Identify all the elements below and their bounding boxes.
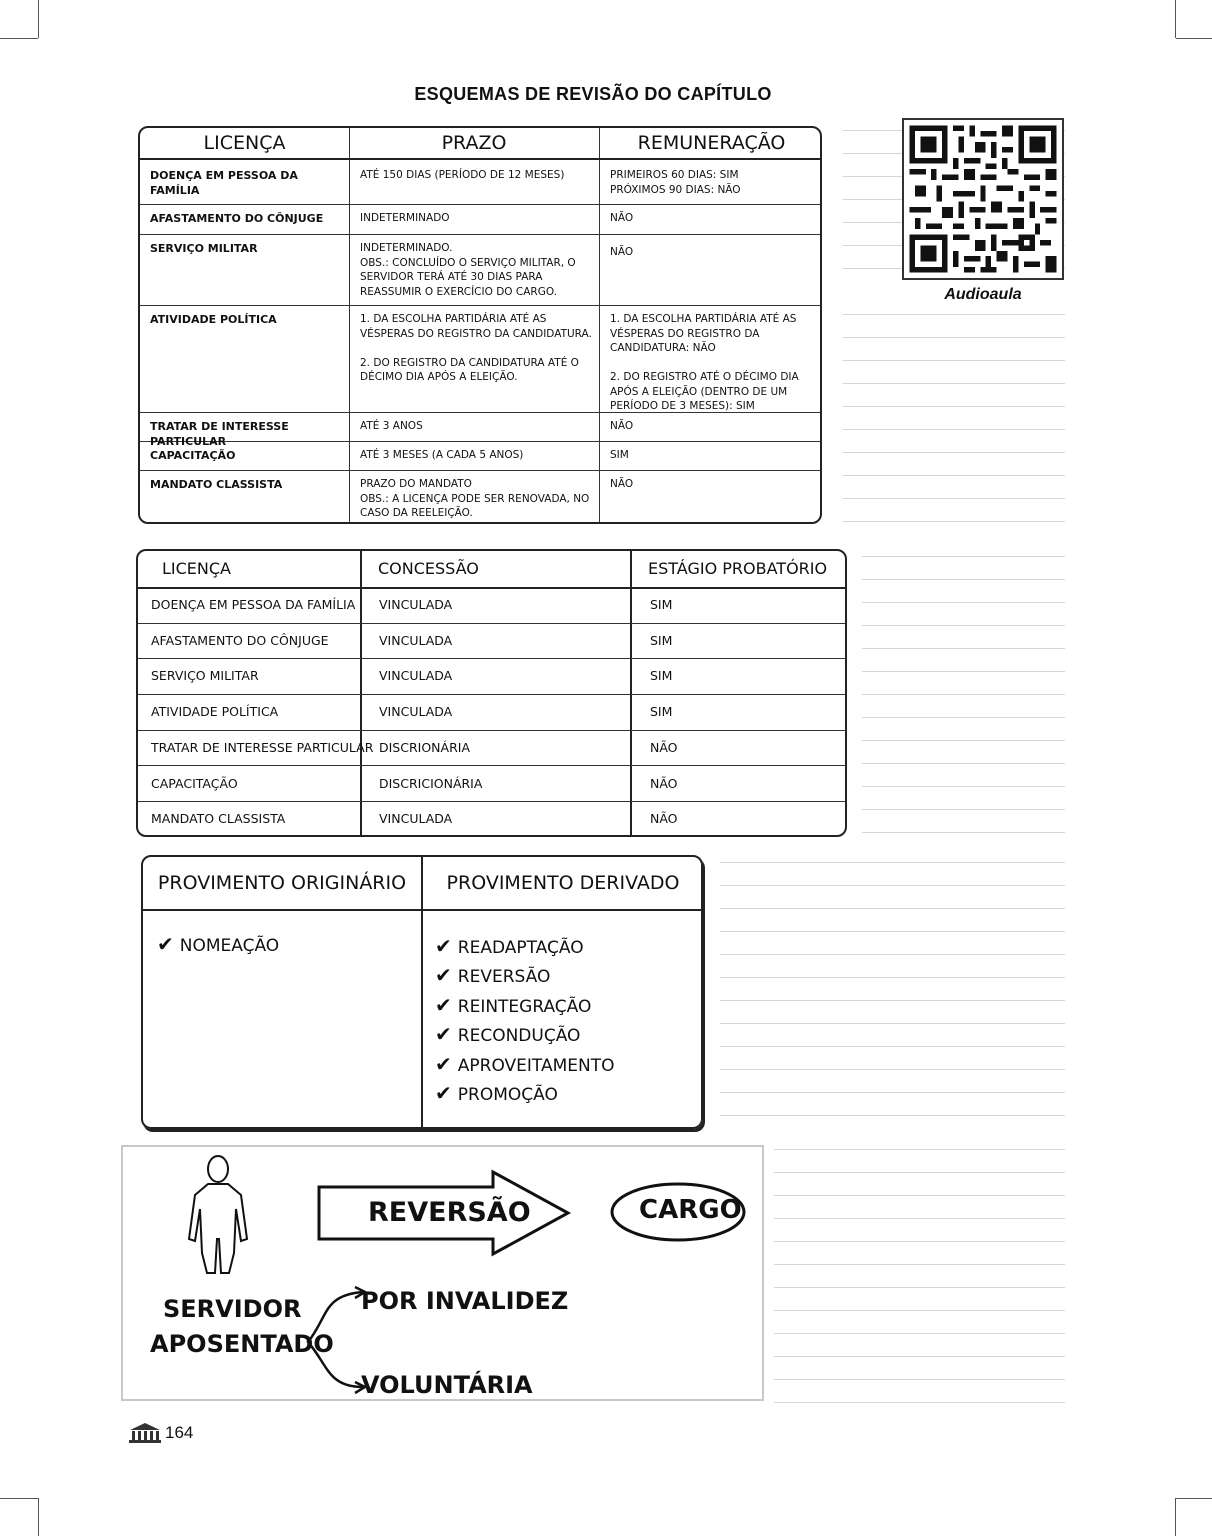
table-header bbox=[138, 551, 845, 589]
branch-voluntaria: VOLUNTÁRIA bbox=[361, 1371, 533, 1399]
cell-licenca: MANDATO CLASSISTA bbox=[151, 811, 286, 827]
page-number: 164 bbox=[165, 1423, 194, 1442]
derivado-item bbox=[435, 993, 591, 1017]
header-concessao: CONCESSÃO bbox=[378, 559, 479, 578]
derivado-item bbox=[435, 934, 584, 958]
cell-prazo: ATÉ 150 DIAS (PERÍODO DE 12 MESES) bbox=[360, 169, 565, 181]
cell-licenca: CAPACITAÇÃO bbox=[150, 449, 236, 462]
cell-concessao: VINCULADA bbox=[379, 668, 453, 684]
notes-lines-bottom bbox=[774, 1149, 1065, 1403]
cell-licenca: ATIVIDADE POLÍTICA bbox=[151, 704, 279, 720]
cell-concessao: VINCULADA bbox=[379, 704, 453, 720]
table-row bbox=[140, 306, 820, 413]
cell-prazo: 1. DA ESCOLHA PARTIDÁRIA ATÉ AS VÉSPERAS DO REGISTRO DA CANDIDATURA. 2. DO REGISTRO DA CANDIDATURA ATÉ O DÉCIMO DIA APÓS A ELEIÇÃO. bbox=[360, 313, 592, 383]
check-icon: ✔ bbox=[435, 934, 452, 958]
table-row bbox=[138, 766, 845, 803]
cell-licenca: MANDATO CLASSISTA bbox=[150, 478, 283, 491]
table-header bbox=[143, 857, 701, 911]
licenca-concessao-estagio-table bbox=[136, 549, 847, 837]
cell-estagio-probatorio: NÃO bbox=[650, 811, 678, 827]
originario-item bbox=[157, 932, 279, 956]
header-provimento-originario: PROVIMENTO ORIGINÁRIO bbox=[157, 872, 407, 894]
table-row bbox=[140, 160, 820, 205]
cargo-label: CARGO bbox=[639, 1195, 742, 1225]
header-estagio-probatorio: ESTÁGIO PROBATÓRIO bbox=[648, 559, 828, 578]
subject-line2: APOSENTADO bbox=[150, 1330, 334, 1358]
reversao-diagram bbox=[121, 1145, 764, 1401]
cell-remuneracao: NÃO bbox=[610, 420, 634, 432]
cell-remuneracao: NÃO bbox=[610, 212, 634, 224]
cell-concessao: VINCULADA bbox=[379, 811, 453, 827]
header-prazo: PRAZO bbox=[441, 132, 507, 154]
table-row bbox=[140, 205, 820, 235]
cell-remuneracao: NÃO bbox=[610, 246, 634, 258]
cell-concessao: DISCRICIONÁRIA bbox=[379, 775, 483, 791]
cell-prazo: ATÉ 3 ANOS bbox=[360, 420, 423, 432]
cell-licenca: SERVIÇO MILITAR bbox=[150, 242, 258, 255]
cell-licenca: AFASTAMENTO DO CÔNJUGE bbox=[151, 632, 329, 648]
cell-concessao: VINCULADA bbox=[379, 597, 453, 612]
check-icon: ✔ bbox=[435, 1051, 452, 1076]
table-row bbox=[138, 694, 845, 731]
item-label: APROVEITAMENTO bbox=[457, 1055, 615, 1076]
cell-remuneracao: SIM bbox=[610, 449, 629, 461]
header-provimento-derivado: PROVIMENTO DERIVADO bbox=[446, 872, 680, 894]
cell-licenca: AFASTAMENTO DO CÔNJUGE bbox=[150, 212, 324, 225]
table-header bbox=[140, 128, 820, 160]
check-icon: ✔ bbox=[435, 1081, 452, 1105]
check-icon: ✔ bbox=[157, 932, 174, 956]
cell-licenca: TRATAR DE INTERESSE PARTICULAR bbox=[150, 420, 289, 448]
branch-invalidez: POR INVALIDEZ bbox=[361, 1287, 569, 1315]
cell-prazo: PRAZO DO MANDATO OBS.: A LICENÇA PODE SER RENOVADA, NO CASO DA REELEIÇÃO. bbox=[360, 478, 590, 519]
cell-licenca: TRATAR DE INTERESSE PARTICULAR bbox=[151, 739, 374, 755]
cell-remuneracao: PRIMEIROS 60 DIAS: SIM PRÓXIMOS 90 DIAS: NÃO bbox=[610, 169, 741, 196]
cell-estagio-probatorio: SIM bbox=[650, 597, 673, 612]
diagram-graphics bbox=[123, 1147, 762, 1399]
cell-estagio-probatorio: NÃO bbox=[650, 775, 678, 791]
cell-licenca: DOENÇA EM PESSOA DA FAMÍLIA bbox=[150, 169, 298, 197]
table-row bbox=[138, 658, 845, 695]
qr-code[interactable] bbox=[902, 118, 1064, 280]
table-row bbox=[138, 587, 845, 624]
item-label: READAPTAÇÃO bbox=[457, 938, 584, 958]
table-row bbox=[140, 471, 820, 524]
table-row bbox=[140, 235, 820, 306]
item-label: REINTEGRAÇÃO bbox=[457, 996, 592, 1017]
derivado-item bbox=[435, 1081, 558, 1105]
table-row bbox=[140, 442, 820, 471]
header-licenca: LICENÇA bbox=[203, 132, 286, 154]
licenca-prazo-remuneracao-table bbox=[138, 126, 822, 524]
subject-line1: SERVIDOR bbox=[163, 1295, 302, 1323]
provimento-table bbox=[141, 855, 703, 1129]
cell-licenca: DOENÇA EM PESSOA DA FAMÍLIA bbox=[151, 597, 356, 612]
table-row bbox=[138, 730, 845, 767]
cell-estagio-probatorio: NÃO bbox=[650, 739, 678, 755]
cell-concessao: VINCULADA bbox=[379, 632, 453, 648]
cell-licenca: CAPACITAÇÃO bbox=[151, 775, 238, 791]
cell-licenca: SERVIÇO MILITAR bbox=[151, 668, 259, 684]
table-row bbox=[138, 801, 845, 837]
cell-remuneracao: 1. DA ESCOLHA PARTIDÁRIA ATÉ AS VÉSPERAS DO REGISTRO DA CANDIDATURA: NÃO 2. DO REGISTRO ATÉ O DÉCIMO DIA APÓS A ELEIÇÃO (DENTRO DE UM PERÍODO DE 3 MESES): SIM bbox=[610, 313, 799, 412]
building-icon bbox=[128, 1422, 162, 1444]
cell-prazo: ATÉ 3 MESES (A CADA 5 ANOS) bbox=[360, 449, 524, 461]
page-title: ESQUEMAS DE REVISÃO DO CAPÍTULO bbox=[414, 84, 772, 104]
check-icon: ✔ bbox=[435, 963, 452, 988]
check-icon: ✔ bbox=[435, 992, 452, 1017]
header-licenca: LICENÇA bbox=[162, 559, 231, 578]
notes-lines-lower bbox=[720, 862, 1065, 1116]
table-row bbox=[140, 413, 820, 448]
item-label: NOMEAÇÃO bbox=[179, 936, 280, 956]
derivado-item bbox=[435, 963, 550, 987]
derivado-item bbox=[435, 1052, 615, 1076]
table-row bbox=[138, 623, 845, 660]
item-label: RECONDUÇÃO bbox=[457, 1026, 581, 1047]
cell-estagio-probatorio: SIM bbox=[650, 632, 673, 648]
header-remuneracao: REMUNERAÇÃO bbox=[637, 132, 786, 154]
person-icon bbox=[189, 1156, 247, 1273]
cell-remuneracao: NÃO bbox=[610, 478, 634, 490]
item-label: REVERSÃO bbox=[457, 967, 551, 988]
cell-prazo: INDETERMINADO. OBS.: CONCLUÍDO O SERVIÇO MILITAR, O SERVIDOR TERÁ ATÉ 30 DIAS PARA REASSUMIR O EXERCÍCIO DO CARGO. bbox=[360, 242, 576, 298]
item-label: PROMOÇÃO bbox=[457, 1085, 558, 1105]
cell-estagio-probatorio: SIM bbox=[650, 704, 673, 720]
check-icon: ✔ bbox=[435, 1022, 452, 1047]
derivado-item bbox=[435, 1022, 580, 1046]
arrow-label: REVERSÃO bbox=[368, 1197, 531, 1228]
cell-prazo: INDETERMINADO bbox=[360, 212, 450, 224]
cell-concessao: DISCRIONÁRIA bbox=[379, 739, 471, 755]
notes-lines-right bbox=[843, 314, 1065, 522]
cell-licenca: ATIVIDADE POLÍTICA bbox=[150, 313, 277, 326]
cell-estagio-probatorio: SIM bbox=[650, 668, 673, 684]
qr-label: Audioaula bbox=[944, 286, 1022, 303]
notes-lines-mid bbox=[862, 556, 1065, 833]
